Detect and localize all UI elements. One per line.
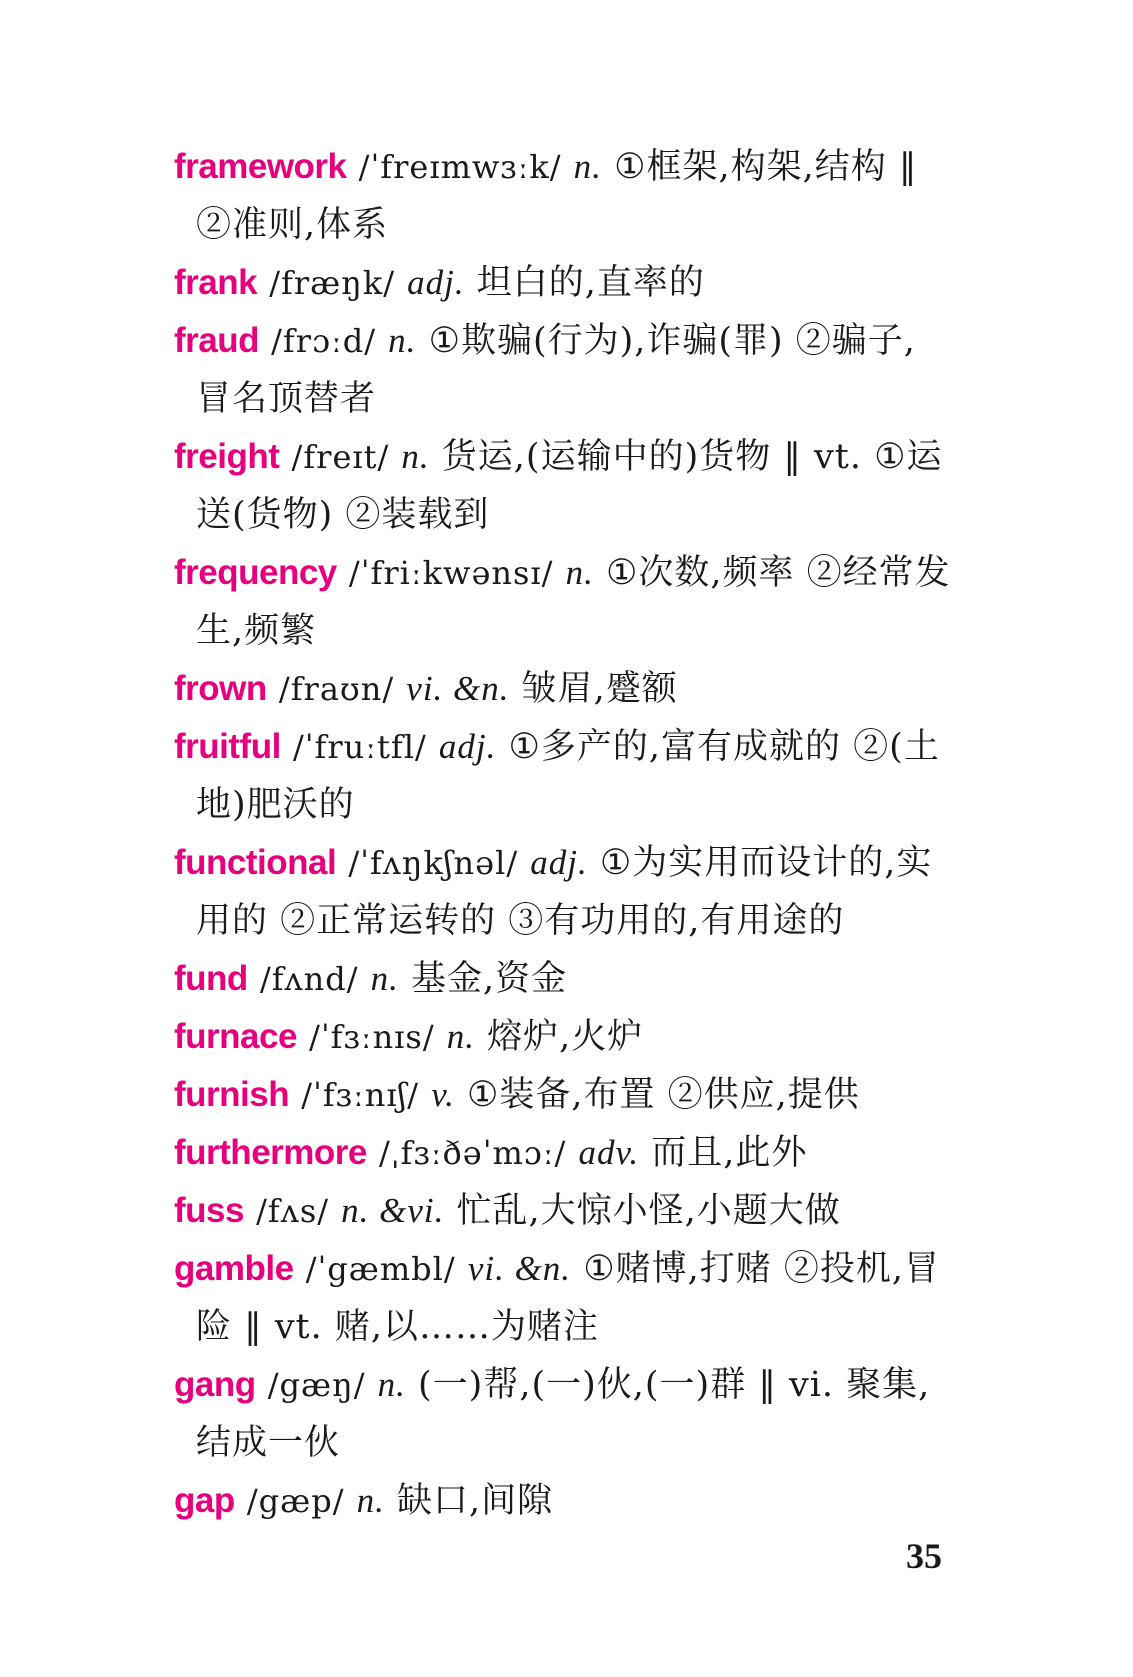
entry-frequency xyxy=(174,544,974,660)
entry-gap xyxy=(174,1472,974,1530)
headword: frown xyxy=(174,669,267,708)
headword: fund xyxy=(174,959,248,998)
definition-continued: 冒名顶替者 xyxy=(196,379,377,419)
definition: 忙乱,大惊小怪,小题大做 xyxy=(456,1191,841,1231)
definition-continued: 送(货物) ②装载到 xyxy=(196,495,490,535)
headword: gamble xyxy=(174,1249,294,1288)
phonetic: /gæp/ xyxy=(246,1482,345,1520)
part-of-speech: n. xyxy=(565,553,594,592)
phonetic: /ˈgæmbl/ xyxy=(305,1250,456,1288)
headword: gang xyxy=(174,1365,256,1404)
headword: furnace xyxy=(174,1017,297,1056)
definition: ①多产的,富有成就的 ②(土 xyxy=(508,727,940,767)
headword: fraud xyxy=(174,321,259,360)
part-of-speech: v. xyxy=(431,1075,455,1114)
headword: frank xyxy=(174,263,258,302)
definition: 而且,此外 xyxy=(651,1133,808,1173)
part-of-speech: vi. &n. xyxy=(406,669,510,708)
definition: ①赌博,打赌 ②投机,冒 xyxy=(583,1249,940,1289)
definition: ①为实用而设计的,实 xyxy=(599,843,933,883)
phonetic: /ˈfriːkwənsɪ/ xyxy=(348,554,554,592)
entry-gamble xyxy=(174,1240,974,1356)
phonetic: /fʌs/ xyxy=(256,1192,330,1230)
definition: ①欺骗(行为),诈骗(罪) ②骗子, xyxy=(428,321,916,361)
phonetic: /fræŋk/ xyxy=(269,264,396,302)
definition: ①次数,频率 ②经常发 xyxy=(605,553,951,593)
definition: 缺口,间隙 xyxy=(397,1481,554,1521)
part-of-speech: n. &vi. xyxy=(341,1191,445,1230)
headword: fuss xyxy=(174,1191,244,1230)
definition: 基金,资金 xyxy=(411,959,568,999)
headword: furthermore xyxy=(174,1133,367,1172)
entry-framework xyxy=(174,138,974,254)
entry-fruitful xyxy=(174,718,974,834)
definition-continued: ②准则,体系 xyxy=(196,205,389,245)
definition: 熔炉,火炉 xyxy=(487,1017,644,1057)
phonetic: /gæŋ/ xyxy=(267,1366,366,1404)
phonetic: /ˈfʌŋkʃnəl/ xyxy=(348,844,519,882)
part-of-speech: n. xyxy=(446,1017,475,1056)
phonetic: /freɪt/ xyxy=(291,438,390,476)
entry-freight xyxy=(174,428,974,544)
definition: ①框架,构架,结构 ‖ xyxy=(614,147,918,187)
headword: frequency xyxy=(174,553,337,592)
entry-furthermore xyxy=(174,1124,974,1182)
headword: furnish xyxy=(174,1075,290,1114)
part-of-speech: n. xyxy=(356,1481,385,1520)
definition-continued: 险 ‖ vt. 赌,以……为赌注 xyxy=(196,1307,599,1347)
definition-continued: 用的 ②正常运转的 ③有功用的,有用途的 xyxy=(196,901,845,941)
part-of-speech: n. xyxy=(401,437,430,476)
entry-fraud xyxy=(174,312,974,428)
entry-fuss xyxy=(174,1182,974,1240)
entry-frank xyxy=(174,254,974,312)
entry-frown xyxy=(174,660,974,718)
part-of-speech: adv. xyxy=(578,1133,640,1172)
phonetic: /ˈfɜːnɪs/ xyxy=(309,1018,435,1056)
entry-furnace xyxy=(174,1008,974,1066)
entry-furnish xyxy=(174,1066,974,1124)
part-of-speech: n. xyxy=(388,321,417,360)
part-of-speech: adj. xyxy=(407,263,465,302)
headword: framework xyxy=(174,147,347,186)
part-of-speech: vi. &n. xyxy=(467,1249,572,1288)
definition-continued: 生,频繁 xyxy=(196,611,317,651)
part-of-speech: adj. xyxy=(530,843,588,882)
headword: functional xyxy=(174,843,337,882)
definition: ①装备,布置 ②供应,提供 xyxy=(467,1075,860,1115)
phonetic: /ˈfɜːnɪʃ/ xyxy=(301,1076,420,1114)
definition: (一)帮,(一)伙,(一)群 ‖ vi. 聚集, xyxy=(418,1365,931,1405)
phonetic: /ˈfruːtfl/ xyxy=(292,728,427,766)
definition: 皱眉,蹙额 xyxy=(521,669,678,709)
part-of-speech: n. xyxy=(370,959,399,998)
headword: fruitful xyxy=(174,727,281,766)
phonetic: /ˌfɜːðəˈmɔː/ xyxy=(379,1134,567,1172)
definition: 货运,(运输中的)货物 ‖ vt. ①运 xyxy=(441,437,943,477)
definition-continued: 地)肥沃的 xyxy=(196,785,355,825)
phonetic: /fʌnd/ xyxy=(259,960,359,998)
definition: 坦白的,直率的 xyxy=(476,263,705,303)
headword: gap xyxy=(174,1481,235,1520)
entry-list xyxy=(174,138,974,1530)
definition-continued: 结成一伙 xyxy=(196,1423,341,1463)
entry-gang xyxy=(174,1356,974,1472)
entry-functional xyxy=(174,834,974,950)
phonetic: /fraʊn/ xyxy=(278,670,395,708)
page-number: 35 xyxy=(906,1536,942,1576)
part-of-speech: n. xyxy=(377,1365,406,1404)
phonetic: /ˈfreɪmwɜːk/ xyxy=(358,148,562,186)
phonetic: /frɔːd/ xyxy=(271,322,377,360)
part-of-speech: adj. xyxy=(438,727,497,766)
part-of-speech: n. xyxy=(573,147,602,186)
headword: freight xyxy=(174,437,280,476)
entry-fund xyxy=(174,950,974,1008)
